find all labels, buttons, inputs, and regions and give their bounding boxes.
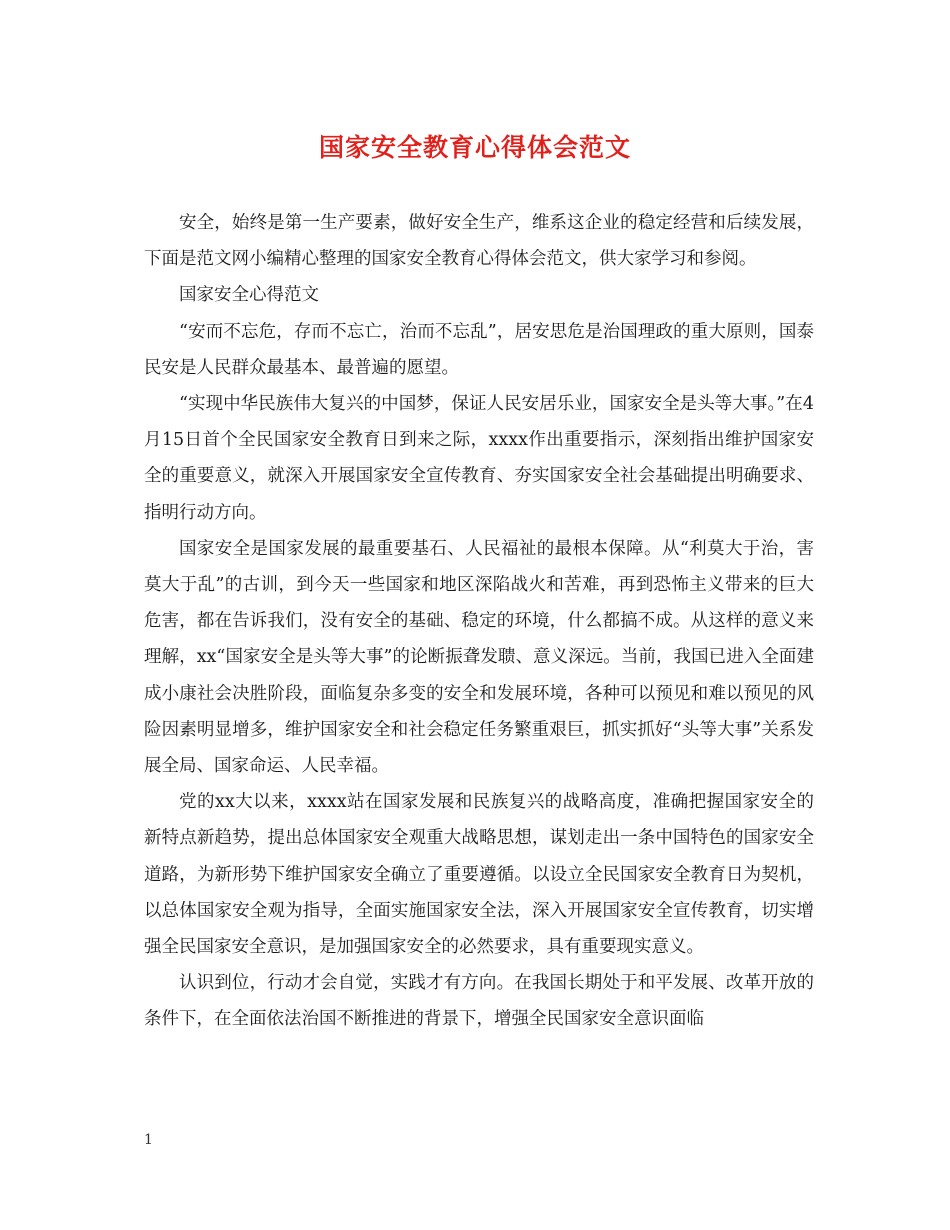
paragraph-chinese-dream: “实现中华民族伟大复兴的中国梦，保证人民安居乐业，国家安全是头等大事。”在4月15日首个全民国家安全教育日到来之际，xxxx作出重要指示，深刻指出维护国家安全的重要意义，就深入开展国家安全宣传教育、夯实国家安全社会基础提出明确要求、指明行动方向。 [144,394,814,523]
paragraph-national-security-foundation: 国家安全是国家发展的最重要基石、人民福祉的最根本保障。从“利莫大于治，害莫大于乱”的古训，到今天一些国家和地区深陷战火和苦难，再到恐怖主义带来的巨大危害，都在告诉我们，没有安全的基础、稳定的环境，什么都搞不成。从这样的意义来理解，xx“国家安全是头等大事”的论断振聋发聩、意义深远。当前，我国已进入全面建成小康社会决胜阶段，面临复杂多变的安全和发展环境，各种可以预见和难以预见的风险因素明显增多，维护国家安全和社会稳定任务繁重艰巨，抓实抓好“头等大事”关系发展全局、国家命运、人民幸福。 [144,538,814,777]
paragraph-party-congress: 党的xx大以来，xxxx站在国家发展和民族复兴的战略高度，准确把握国家安全的新特点新趋势，提出总体国家安全观重大战略思想，谋划走出一条中国特色的国家安全道路，为新形势下维护国家安全确立了重要遵循。以设立全民国家安全教育日为契机，以总体国家安全观为指导，全面实施国家安全法，深入开展国家安全宣传教育，切实增强全民国家安全意识，是加强国家安全的必然要求，具有重要现实意义。 [144,792,814,958]
paragraph-quote: “安而不忘危，存而不忘亡，治而不忘乱”，居安思危是治国理政的重大原则，国泰民安是人民群众最基本、最普遍的愿望。 [144,321,814,378]
section-heading: 国家安全心得范文 [179,285,319,306]
page-number: 1 [144,1132,153,1148]
paragraph-awareness: 认识到位，行动才会自觉，实践才有方向。在我国长期处于和平发展、改革开放的条件下，在全面依法治国不断推进的背景下，增强全民国家安全意识面临 [144,973,814,1030]
document-body [144,205,814,1038]
document-title: 国家安全教育心得体会范文 [318,133,631,162]
paragraph-intro: 安全，始终是第一生产要素，做好安全生产，维系这企业的稳定经营和后续发展，下面是范文网小编精心整理的国家安全教育心得体会范文，供大家学习和参阅。 [144,213,814,270]
